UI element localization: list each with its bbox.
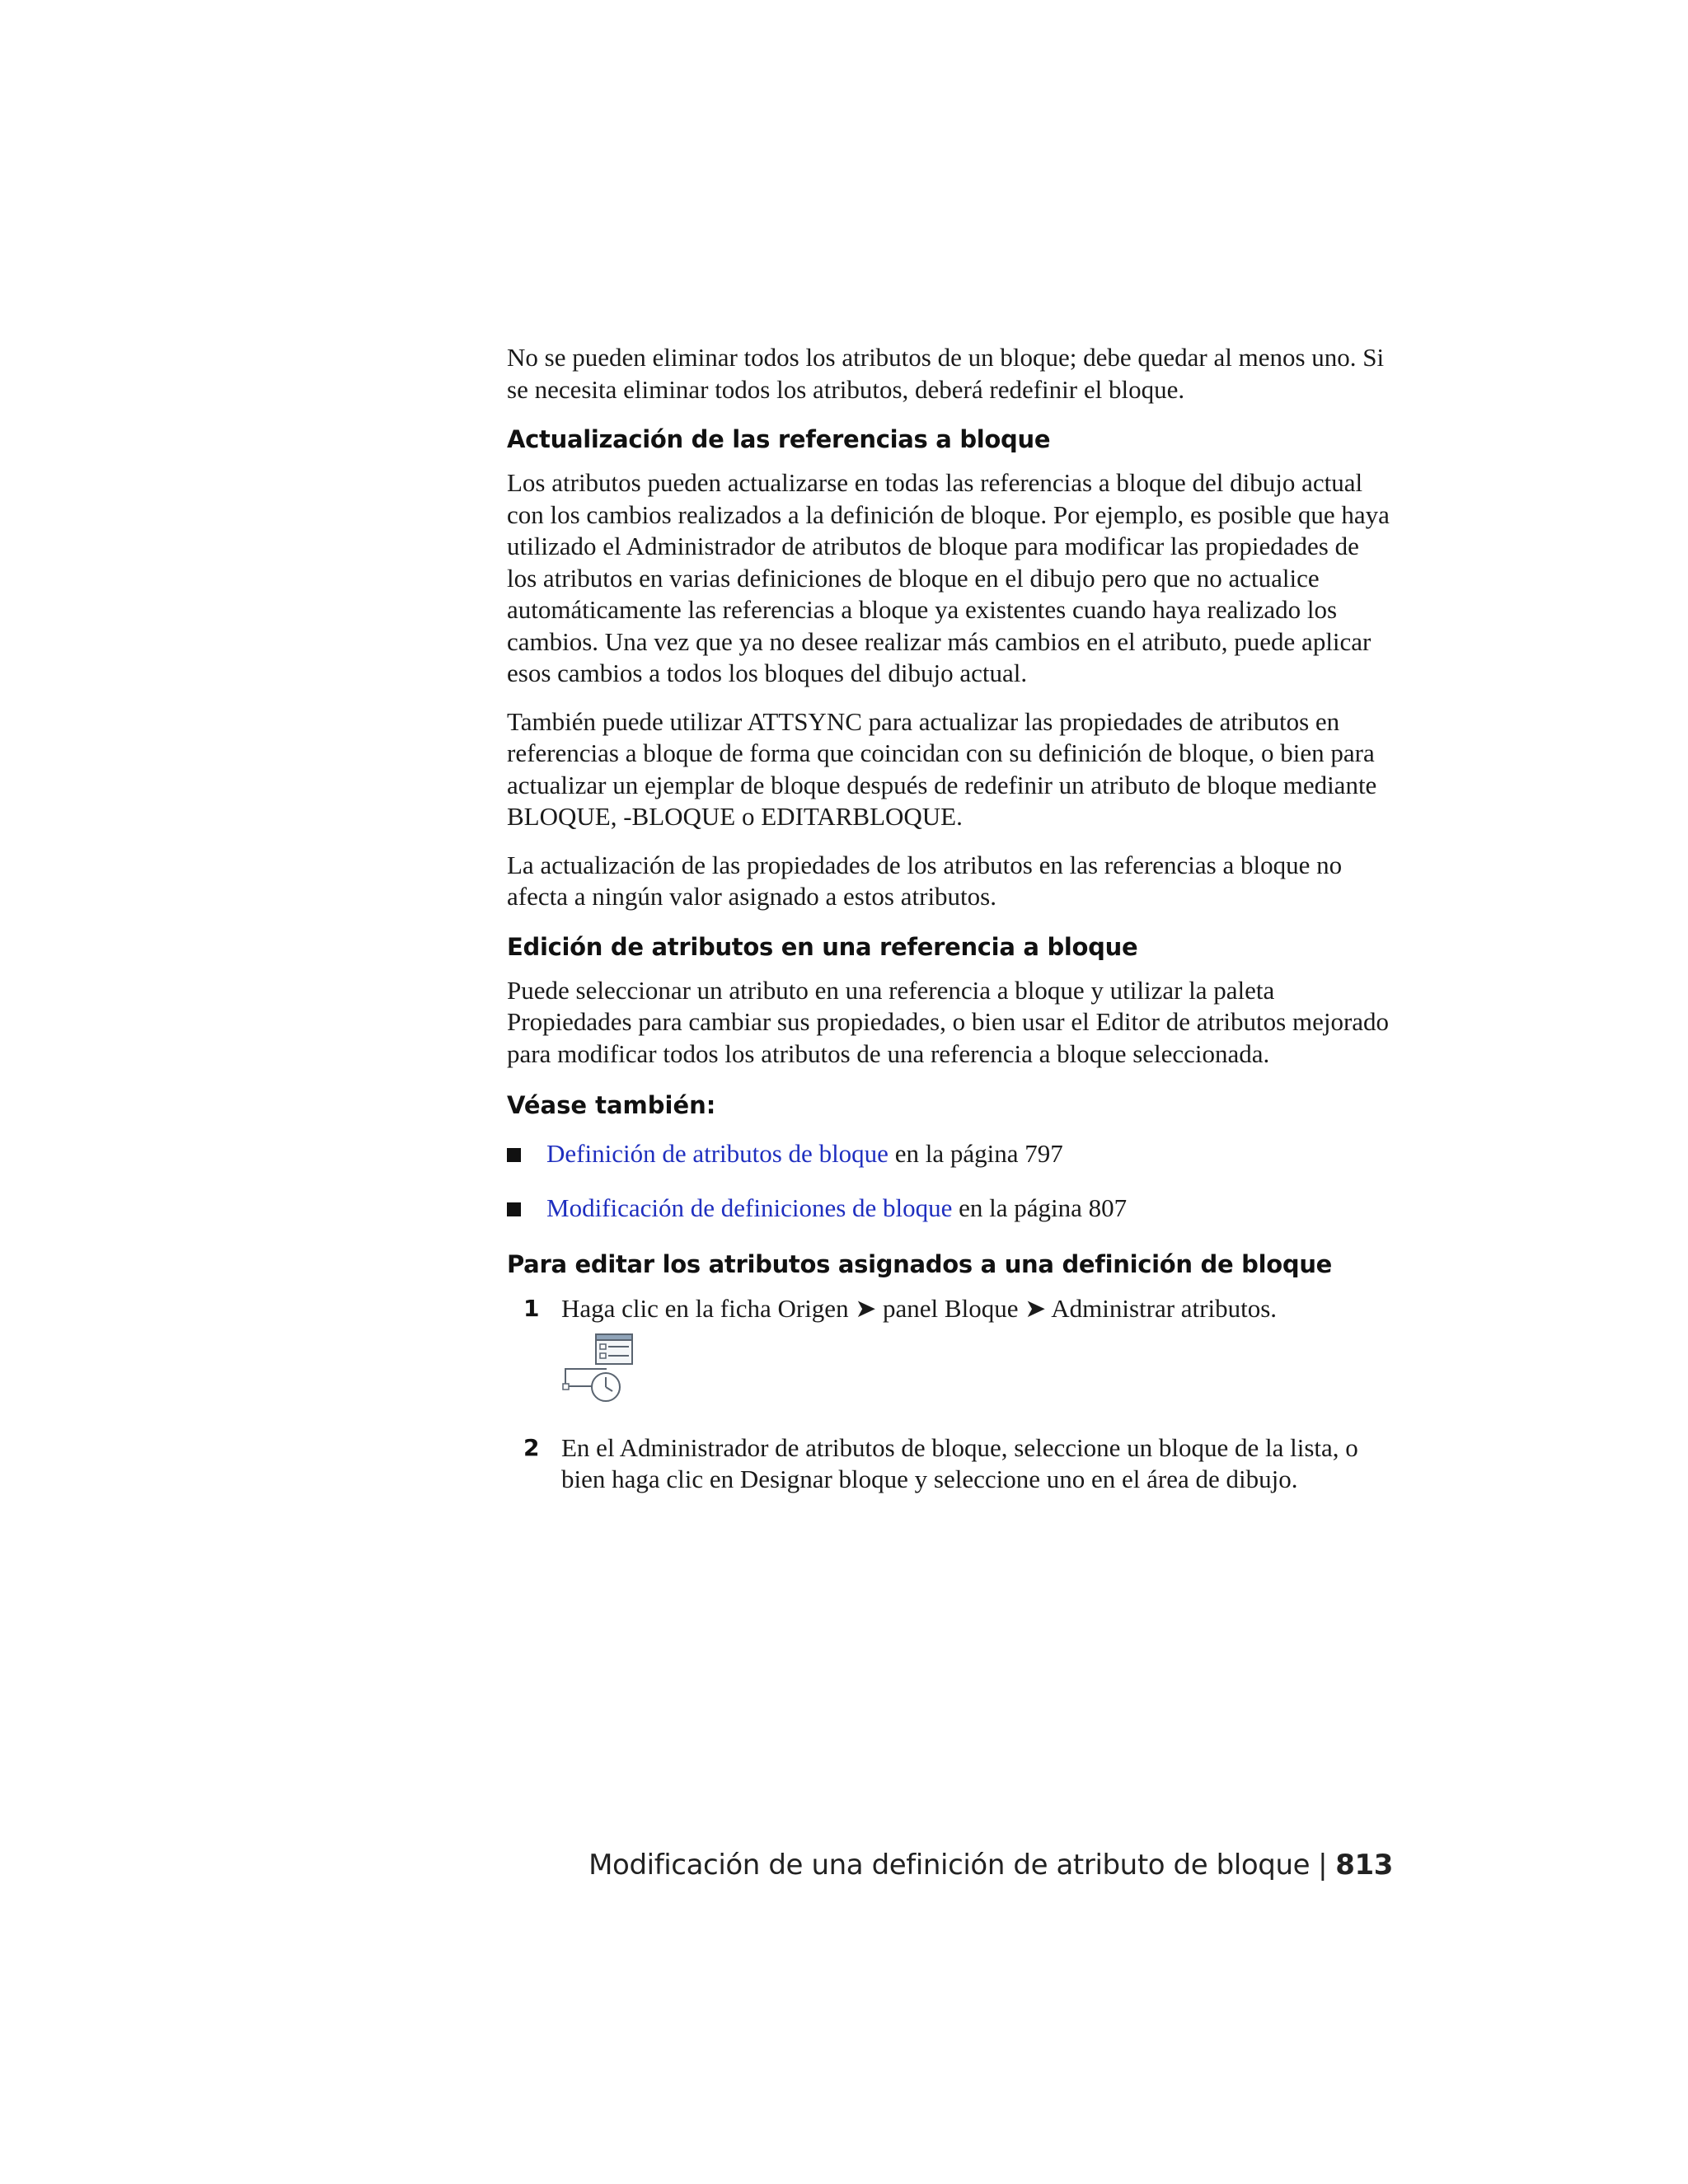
step-text: Haga clic en la ficha Origen ➤ panel Bloque ➤ Administrar atributos. xyxy=(561,1294,1278,1323)
page-footer xyxy=(588,1849,1393,1882)
link-page-reference: en la página 797 xyxy=(888,1139,1063,1168)
see-also-label: Véase también: xyxy=(507,1091,716,1119)
section-heading-update-references: Actualización de las referencias a bloque xyxy=(507,425,1051,453)
page-number: 813 xyxy=(1335,1849,1393,1882)
section-heading-edit-attributes: Edición de atributos en una referencia a bloque xyxy=(507,932,1138,961)
list-item xyxy=(507,1138,1393,1169)
link-definicion-atributos[interactable]: Definición de atributos de bloque xyxy=(546,1139,889,1168)
update-references-paragraph-2: También puede utilizar ATTSYNC para actualizar las propiedades de atributos en referencias a bloque de forma que coincidan con su definición de bloque, o bien para actualizar un ejemplar de bloque después de redefinir un atributo de bloque mediante BLOQUE, -BLOQUE o EDITARBLOQUE. xyxy=(507,706,1377,831)
link-modificacion-definiciones[interactable]: Modificación de definiciones de bloque xyxy=(546,1193,953,1222)
intro-paragraph: No se pueden eliminar todos los atributos de un bloque; debe quedar al menos uno. Si se necesita eliminar todos los atributos, deberá redefinir el bloque. xyxy=(507,343,1385,404)
list-item xyxy=(507,1193,1393,1224)
step-number: 2 xyxy=(523,1433,540,1461)
block-attribute-manager-icon xyxy=(561,1332,635,1404)
step-number: 1 xyxy=(523,1295,540,1322)
update-references-paragraph-3: La actualización de las propiedades de los atributos en las referencias a bloque no afecta a ningún valor asignado a estos atributos. xyxy=(507,850,1343,911)
update-references-paragraph-1: Los atributos pueden actualizarse en todas las referencias a bloque del dibujo actual con los cambios realizados a la definición de bloque. Por ejemplo, es posible que haya utilizado el Administrador de atributos de bloque para modificar las propiedades de los atributos en varias definiciones de bloque en el dibujo pero que no actualice automáticamente las referencias a bloque ya existentes cuando haya realizado los cambios. Una vez que ya no desee realizar más cambios en el atributo, puede aplicar esos cambios a todos los bloques del dibujo actual. xyxy=(507,468,1390,687)
see-also-list xyxy=(507,1138,1393,1224)
footer-separator: | xyxy=(1318,1849,1328,1882)
edit-attributes-paragraph: Puede seleccionar un atributo en una referencia a bloque y utilizar la paleta Propiedades para cambiar sus propiedades, o bien usar el Editor de atributos mejorado para modificar todos los atributos de una referencia a bloque seleccionada. xyxy=(507,975,1390,1068)
page-content xyxy=(507,342,1393,1496)
footer-chapter-title: Modificación de una definición de atributo de bloque xyxy=(588,1849,1311,1882)
bullet-square-icon xyxy=(507,1148,521,1162)
procedure-step-1 xyxy=(507,1293,1393,1404)
link-page-reference: en la página 807 xyxy=(952,1193,1128,1222)
procedure-heading: Para editar los atributos asignados a una definición de bloque xyxy=(507,1250,1333,1278)
step-text: En el Administrador de atributos de bloque, seleccione un bloque de la lista, o bien haga clic en Designar bloque y seleccione uno en el área de dibujo. xyxy=(561,1432,1358,1493)
bullet-square-icon xyxy=(507,1202,521,1216)
procedure-step-2 xyxy=(507,1432,1393,1496)
